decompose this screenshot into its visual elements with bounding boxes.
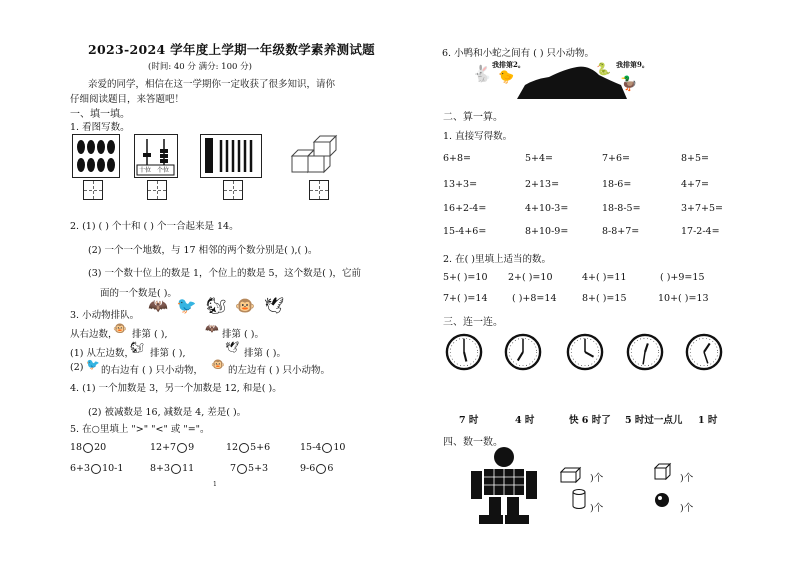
bat-icon: 🦇 [148, 296, 177, 315]
compare-item: 18 20 [70, 442, 107, 453]
clock-icon [566, 333, 604, 371]
compare-item: 8+3 11 [150, 463, 195, 474]
abacus-ten-label: 十位 [139, 167, 152, 174]
question-2-3: (3) 一个数十位上的数是 1，个位上的数是 5，这个数是( )，它前 [88, 268, 362, 279]
q3-line-b-start: (1) 从左边数， [70, 348, 134, 359]
cylinder-icon [571, 488, 587, 510]
rabbit-icon: 🐇 [472, 64, 492, 83]
blank-item: 8+( )=15 [582, 293, 627, 304]
compare-circle[interactable] [239, 443, 249, 453]
calc-item: 17-2-4= [681, 226, 720, 237]
clock-icon [504, 333, 542, 371]
swallow-icon-small: 🕊 [225, 341, 239, 354]
chick-icon: 🐤 [498, 70, 515, 85]
question-4-2: (2) 被减数是 16, 减数是 4, 差是( )。 [88, 407, 247, 418]
q3-line-b-end: 排第 ( )。 [244, 348, 286, 359]
swallow-icon: 🕊 [264, 296, 294, 315]
hidden-animals-silhouette [515, 63, 630, 104]
section-1-title: 一、填一填。 [70, 109, 130, 120]
monkey-icon-small: 🐵 [113, 322, 127, 335]
intro-line-1: 亲爱的同学，相信在这一学期你一定收获了很多知识，请你 [88, 79, 336, 90]
question-4-1: 4. (1) 一个加数是 3，另一个加数是 12, 和是( )。 [70, 383, 282, 394]
blank-item: 2+( )=10 [508, 272, 553, 283]
calc-item: 5+4= [525, 153, 554, 164]
question-2-4: 面的一个数是( )。 [100, 288, 177, 299]
eggplant-picture [72, 134, 120, 178]
monkey-icon: 🐵 [235, 296, 265, 315]
q3-line-a-start: 从右边数， [70, 329, 118, 340]
clock-icon [685, 333, 723, 371]
time-label[interactable]: 4 时 [515, 415, 535, 426]
compare-circle[interactable] [91, 464, 101, 474]
clock-icon [445, 333, 483, 371]
calc-item: 7+6= [602, 153, 631, 164]
sticks-picture [200, 134, 262, 178]
abacus-one-label: 个位 [157, 167, 170, 174]
calc-item: 13+3= [443, 179, 478, 190]
squirrel-icon: 🐿 [205, 296, 236, 315]
section-4-title: 四、数一数。 [443, 437, 503, 448]
sphere-icon [654, 492, 670, 508]
bird-icon-small: 🐦 [86, 358, 100, 371]
compare-circle[interactable] [322, 443, 332, 453]
count-blank: )个 [680, 473, 694, 484]
question-3: 3. 小动物排队。 [70, 310, 140, 321]
monkey-icon-small-2: 🐵 [211, 358, 225, 371]
calc-item: 15-4+6= [443, 226, 487, 237]
blank-item: ( )+9=15 [660, 272, 705, 283]
bat-icon-small: 🦇 [205, 322, 219, 335]
page-number: 1 [213, 481, 217, 488]
question-2-2: (2) 一个一个地数，与 17 相邻的两个数分别是( ),( )。 [88, 245, 318, 256]
compare-circle[interactable] [316, 464, 326, 474]
q3-line-a-end: 排第 ( )。 [222, 329, 264, 340]
blank-item: 4+( )=11 [582, 272, 627, 283]
count-blank: )个 [590, 503, 604, 514]
question-6: 6. 小鸭和小蛇之间有 ( ) 只小动物。 [442, 48, 595, 59]
blank-item: 7+( )=14 [443, 293, 488, 304]
calc-item: 16+2-4= [443, 203, 487, 214]
compare-circle[interactable] [237, 464, 247, 474]
rank-2-label: 我排第2。 [492, 60, 525, 69]
bird-icon: 🐦 [176, 296, 206, 315]
section-2-title: 二、算一算。 [443, 112, 503, 123]
q3-line-a-mid: 排第 ( ), [132, 329, 168, 340]
answer-box-eggplant[interactable] [83, 180, 103, 200]
compare-item: 12 5+6 [226, 442, 271, 453]
calc-item: 18-8-5= [602, 203, 641, 214]
exam-meta: (时间: 40 分 满分: 100 分) [148, 62, 252, 72]
blank-item: 5+( )=10 [443, 272, 488, 283]
time-label[interactable]: 7 时 [459, 415, 479, 426]
q3-line-b-mid: 排第 ( ), [150, 348, 186, 359]
q3-line-c-mid: 的右边有 ( ) 只小动物， [101, 365, 203, 376]
compare-item: 9-6 6 [300, 463, 334, 474]
time-label[interactable]: 1 时 [698, 415, 718, 426]
cuboid-icon [560, 466, 582, 484]
question-1: 1. 看图写数。 [70, 122, 130, 133]
time-label[interactable]: 5 时过一点儿 [625, 415, 683, 426]
time-label[interactable]: 快 6 时了 [569, 415, 611, 426]
animal-row [148, 296, 293, 315]
calc-item: 4+7= [681, 179, 710, 190]
q3-line-c-start: (2) [70, 362, 84, 373]
cubes-picture [288, 132, 346, 183]
question-2-1: 2. (1) ( ) 个十和 ( ) 个一合起来是 14。 [70, 221, 239, 232]
calc-item: 2+13= [525, 179, 560, 190]
cube-icon [654, 462, 672, 480]
q3-line-c-end: 的左边有 ( ) 只小动物。 [228, 365, 330, 376]
calc-item: 8+10-9= [525, 226, 569, 237]
blank-fill-title: 2. 在( )里填上适当的数。 [443, 254, 552, 265]
compare-item: 7 5+3 [230, 463, 269, 474]
answer-box-abacus[interactable] [147, 180, 167, 200]
calc-item: 18-6= [602, 179, 632, 190]
question-5: 5. 在○里填上 ">" "<" 或 "="。 [70, 424, 210, 435]
compare-circle[interactable] [83, 443, 93, 453]
calc-item: 3+7+5= [681, 203, 724, 214]
intro-line-2: 仔细阅读题目，来答题吧！ [70, 94, 185, 105]
count-blank: )个 [590, 473, 604, 484]
compare-item: 6+3 10-1 [70, 463, 124, 474]
clock-icon [626, 333, 664, 371]
calc-item: 4+10-3= [525, 203, 569, 214]
robot-shapes-figure [465, 447, 543, 525]
answer-box-sticks[interactable] [223, 180, 243, 200]
snake-icon: 🐍 [596, 62, 611, 76]
squirrel-icon-small: 🐿 [130, 341, 144, 354]
abacus-picture [134, 134, 178, 178]
compare-circle[interactable] [177, 443, 187, 453]
count-blank: )个 [680, 503, 694, 514]
answer-box-cubes[interactable] [309, 180, 329, 200]
duck-icon: 🦆 [620, 76, 638, 92]
compare-circle[interactable] [171, 464, 181, 474]
page-title: 2023-2024 学年度上学期一年级数学素养测试题 [88, 42, 375, 57]
section-3-title: 三、连一连。 [443, 317, 503, 328]
rank-9-label: 我排第9。 [616, 60, 649, 69]
calc-item: 8-8+7= [602, 226, 640, 237]
blank-item: ( )+8=14 [512, 293, 557, 304]
calc-item: 6+8= [443, 153, 472, 164]
compare-item: 15-4 10 [300, 442, 346, 453]
blank-item: 10+( )=13 [658, 293, 709, 304]
calc-item: 8+5= [681, 153, 710, 164]
direct-calc-title: 1. 直接写得数。 [443, 131, 513, 142]
compare-item: 12+7 9 [150, 442, 195, 453]
